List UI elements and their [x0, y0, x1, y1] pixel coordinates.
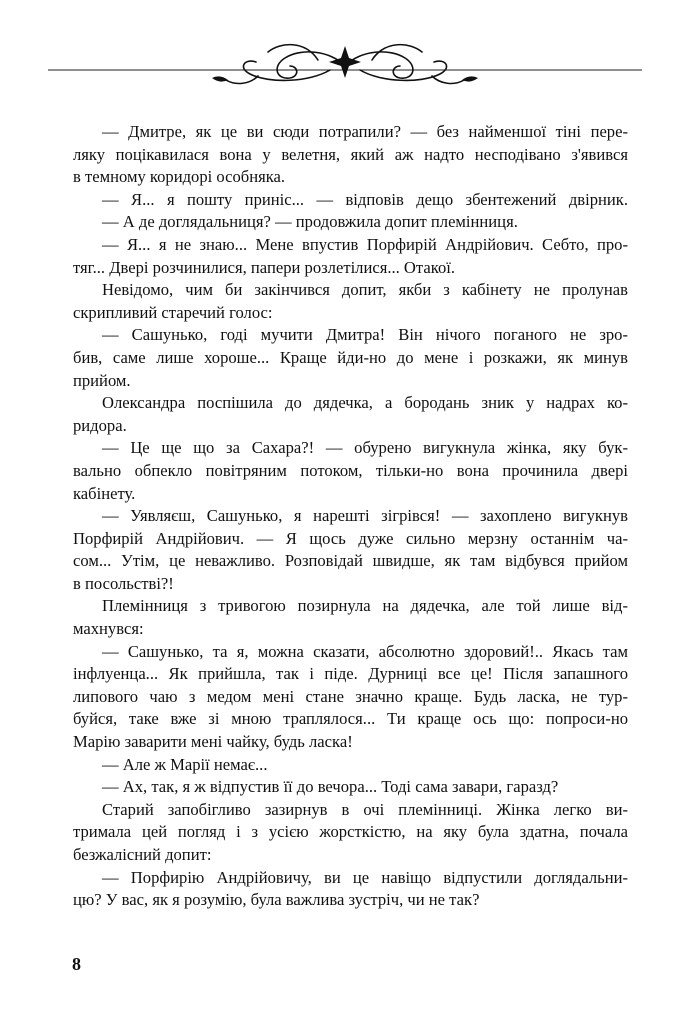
text-line: сом... Утім, це неважливо. Розповідай швидше, як там відбувся прийом: [73, 551, 628, 571]
text-line: безжалісний допит:: [73, 845, 212, 864]
text-line: — Сашунько, годі мучити Дмитра! Він нічого поганого не зро-: [102, 325, 628, 345]
text-line: — Я... я пошту приніс... — відповів дещо збентежений двірник.: [102, 189, 628, 209]
text-line: ридора.: [73, 415, 127, 435]
page-number: 8: [72, 954, 81, 974]
text-line: липового чаю з медом мені стане значно краще. Будь ласка, не тур-: [73, 686, 628, 706]
text-line: інфлуенца... Як прийшла, так і піде. Дурниці все це! Після запашного: [73, 664, 628, 684]
text-line: Старий запобігливо зазирнув в очі племінниці. Жінка легко ви-: [102, 799, 628, 819]
text-line: ляку поцікавилася вона у велетня, який аж надто несподівано з'явився: [73, 144, 628, 164]
text-line: Олександра поспішила до дядечка, а бородань зник у надрах ко-: [102, 393, 628, 413]
header-ornament: [0, 30, 690, 94]
text-line: — А де доглядальниця? — продовжила допит племінниця.: [102, 212, 518, 232]
text-line: скрипливий старечий голос:: [73, 302, 273, 322]
text-line: буйся, таке вже зі мною траплялося... Ти краще ось що: попроси-но: [73, 709, 628, 729]
text-line: Порфирій Андрійович. — Я щось дуже сильно мерзну останнім ча-: [73, 528, 628, 548]
text-line: Племінниця з тривогою позирнула на дядечка, але той лише від-: [102, 596, 628, 616]
text-line: — Дмитре, як це ви сюди потрапили? — без найменшої тіні пере-: [102, 122, 628, 141]
text-line: прийом.: [73, 370, 131, 390]
body-text: [73, 121, 628, 912]
text-line: — Сашунько, та я, можна сказати, абсолютно здоровий!.. Якась там: [102, 641, 628, 661]
text-line: — Уявляєш, Сашунько, я нарешті зігрівся! — захоплено вигукнув: [102, 506, 628, 526]
text-line: Невідомо, чим би закінчився допит, якби з кабінету не пролунав: [102, 280, 628, 300]
text-line: — Але ж Марії немає...: [102, 754, 268, 774]
text-line: вально обпекло повітряним потоком, тільки-но вона прочинила двері: [73, 460, 628, 480]
text-line: в темному коридорі особняка.: [73, 167, 286, 187]
text-line: — Порфирію Андрійовичу, ви це навіщо відпустили доглядальни-: [102, 867, 628, 887]
text-line: махнувся:: [73, 619, 144, 639]
text-line: Марію заварити мені чайку, будь ласка!: [73, 732, 353, 752]
text-line: — Я... я не знаю... Мене впустив Порфирій Андрійович. Себто, про-: [102, 234, 628, 254]
text-line: тримала цей погляд і з усією жорсткістю, на яку була здатна, почала: [73, 822, 628, 842]
text-line: — Ах, так, я ж відпустив її до вечора... Тоді сама завари, гаразд?: [102, 777, 559, 797]
text-line: бив, саме лише хороше... Краще йди-но до мене і розкажи, як минув: [73, 347, 628, 367]
text-line: в посольстві?!: [73, 573, 174, 593]
text-line: тяг... Двері розчинилися, папери розлетілися... Отакої.: [73, 257, 456, 277]
text-line: цю? У вас, як я розумію, була важлива зустріч, чи не так?: [73, 890, 480, 910]
text-line: — Це ще що за Сахара?! — обурено вигукнула жінка, яку бук-: [102, 438, 628, 458]
text-line: кабінету.: [73, 483, 136, 503]
